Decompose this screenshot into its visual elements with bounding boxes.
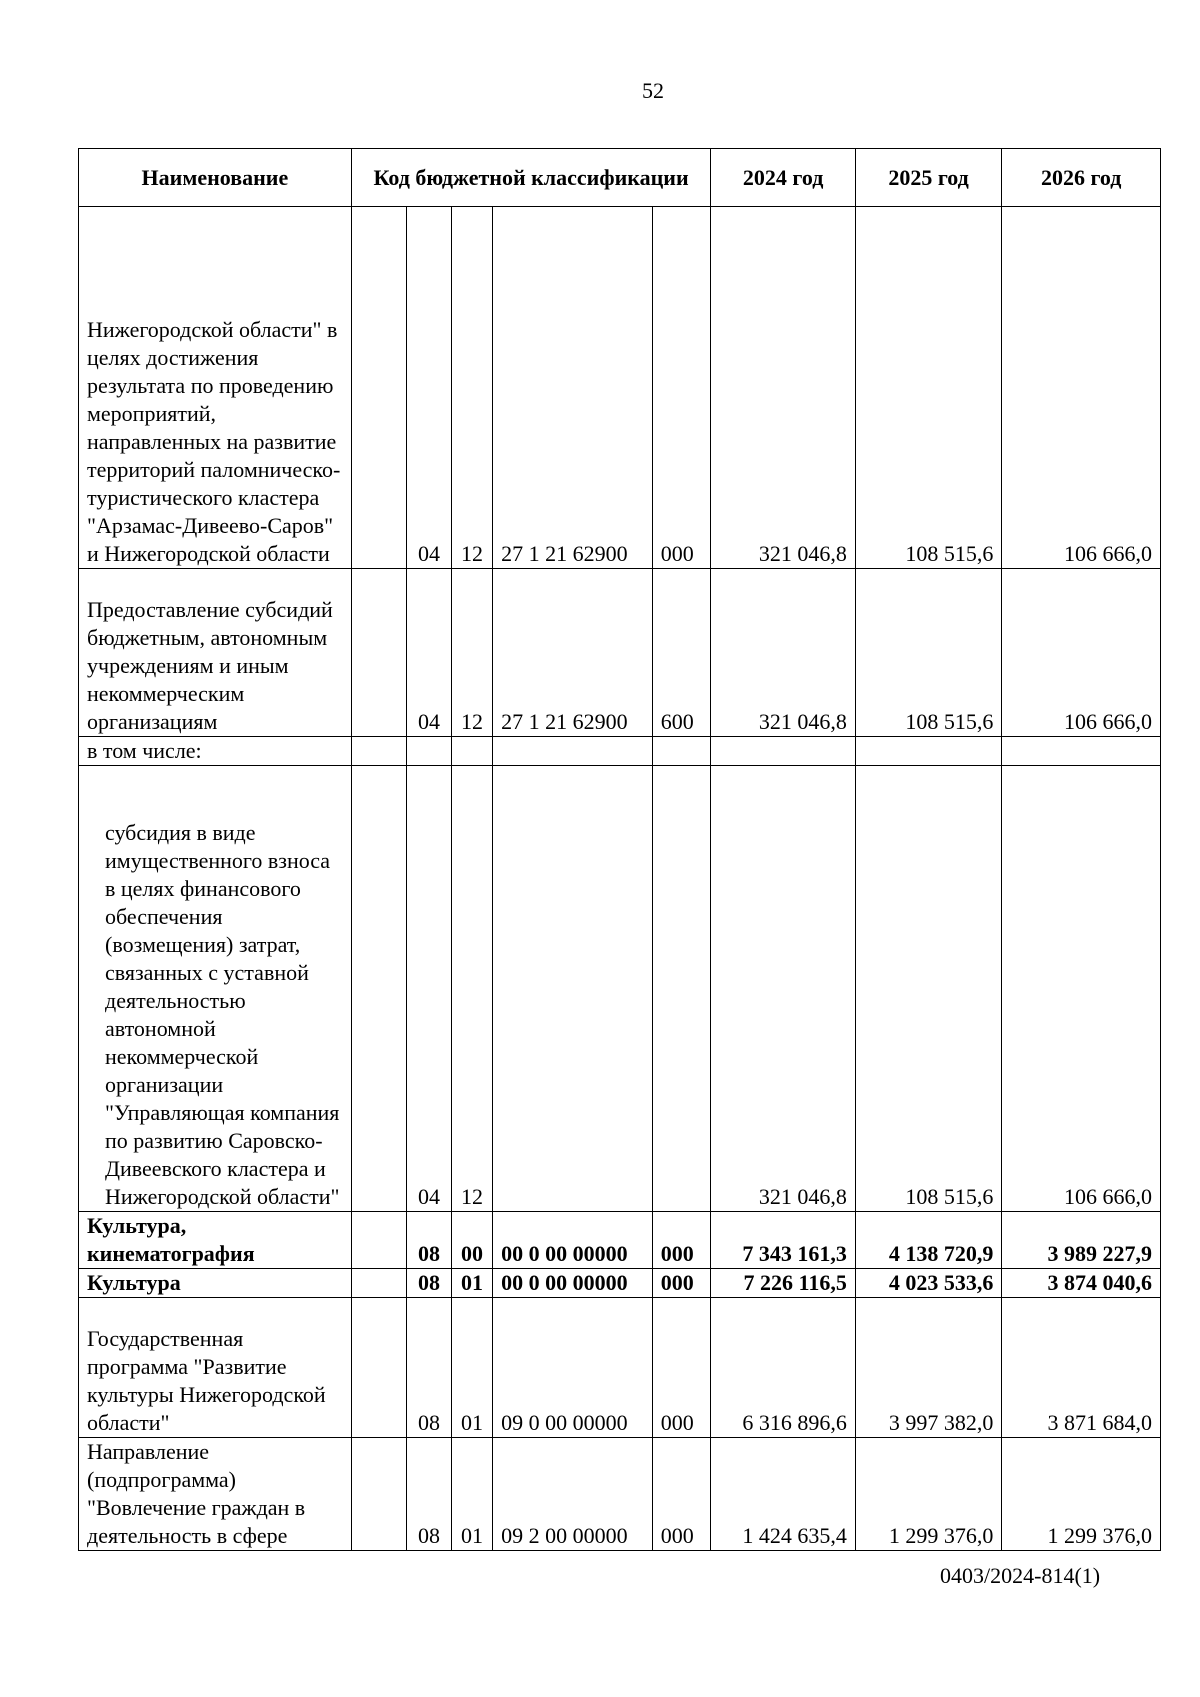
row-csr (493, 766, 653, 1212)
row-vr: 000 (652, 207, 711, 569)
row-name: Направление (подпрограмма) "Вовлечение граждан в деятельность в сфере (79, 1438, 352, 1551)
row-vr: 000 (652, 1212, 711, 1269)
row-pr: 01 (451, 1269, 492, 1298)
row-csr: 27 1 21 62900 (493, 207, 653, 569)
row-csr: 09 0 00 00000 (493, 1298, 653, 1438)
row-2026: 3 871 684,0 (1002, 1298, 1161, 1438)
row-2025: 4 138 720,9 (855, 1212, 1001, 1269)
row-2025: 4 023 533,6 (855, 1269, 1001, 1298)
budget-table (78, 148, 1161, 1551)
row-name: в том числе: (79, 737, 352, 766)
row-name: Культура, кинематография (79, 1212, 352, 1269)
row-rz: 08 (407, 1269, 451, 1298)
row-pr: 12 (451, 569, 492, 737)
row-2025: 3 997 382,0 (855, 1298, 1001, 1438)
row-2026: 3 989 227,9 (1002, 1212, 1161, 1269)
row-2026 (1002, 737, 1161, 766)
row-2026: 3 874 040,6 (1002, 1269, 1161, 1298)
row-csr: 09 2 00 00000 (493, 1438, 653, 1551)
row-2026: 106 666,0 (1002, 766, 1161, 1212)
row-blank (351, 1212, 407, 1269)
row-csr: 00 0 00 00000 (493, 1269, 653, 1298)
header-name: Наименование (79, 149, 352, 207)
table-row (79, 766, 1161, 1212)
row-name: Нижегородской области" в целях достижения результата по проведению мероприятий, направленных на развитие территорий паломническо-туристического кластера "Арзамас-Дивеево-Саров" и Нижегородской области (79, 207, 352, 569)
row-2024: 7 226 116,5 (711, 1269, 855, 1298)
table-header-row (79, 149, 1161, 207)
row-pr: 01 (451, 1298, 492, 1438)
document-code: 0403/2024-814(1) (940, 1563, 1101, 1588)
row-vr: 600 (652, 569, 711, 737)
row-rz: 08 (407, 1212, 451, 1269)
row-pr: 00 (451, 1212, 492, 1269)
row-2024: 7 343 161,3 (711, 1212, 855, 1269)
header-2025: 2025 год (855, 149, 1001, 207)
row-2026: 106 666,0 (1002, 569, 1161, 737)
row-blank (351, 207, 407, 569)
row-2026: 1 299 376,0 (1002, 1438, 1161, 1551)
row-csr: 00 0 00 00000 (493, 1212, 653, 1269)
row-vr: 000 (652, 1438, 711, 1551)
row-pr: 12 (451, 766, 492, 1212)
row-blank (351, 1298, 407, 1438)
table-row (79, 737, 1161, 766)
row-rz (407, 737, 451, 766)
row-2024 (711, 737, 855, 766)
table-row (79, 1269, 1161, 1298)
row-2024: 1 424 635,4 (711, 1438, 855, 1551)
table-row (79, 1212, 1161, 1269)
row-name: Предоставление субсидий бюджетным, автономным учреждениям и иным некоммерческим организациям (79, 569, 352, 737)
row-rz: 08 (407, 1298, 451, 1438)
row-csr (493, 737, 653, 766)
row-2024: 321 046,8 (711, 766, 855, 1212)
row-2026: 106 666,0 (1002, 207, 1161, 569)
row-blank (351, 766, 407, 1212)
row-2025: 1 299 376,0 (855, 1438, 1001, 1551)
row-2025: 108 515,6 (855, 766, 1001, 1212)
row-blank (351, 569, 407, 737)
row-vr: 000 (652, 1298, 711, 1438)
row-vr (652, 737, 711, 766)
row-blank (351, 737, 407, 766)
row-2024: 6 316 896,6 (711, 1298, 855, 1438)
row-vr (652, 766, 711, 1212)
row-2024: 321 046,8 (711, 207, 855, 569)
row-rz: 08 (407, 1438, 451, 1551)
row-csr: 27 1 21 62900 (493, 569, 653, 737)
row-pr: 12 (451, 207, 492, 569)
header-code: Код бюджетной классификации (351, 149, 711, 207)
row-2024: 321 046,8 (711, 569, 855, 737)
row-rz: 04 (407, 569, 451, 737)
row-vr: 000 (652, 1269, 711, 1298)
row-pr (451, 737, 492, 766)
table-row (79, 1298, 1161, 1438)
table-row (79, 569, 1161, 737)
row-2025: 108 515,6 (855, 207, 1001, 569)
row-name: Государственная программа "Развитие культуры Нижегородской области" (79, 1298, 352, 1438)
table-row (79, 1438, 1161, 1551)
row-2025: 108 515,6 (855, 569, 1001, 737)
row-2025 (855, 737, 1001, 766)
row-name: субсидия в виде имущественного взноса в целях финансового обеспечения (возмещения) затрат, связанных с уставной деятельностью автономной некоммерческой организации "Управляющая компания по развитию Саровско-Дивеевского кластера и Нижегородской области" (79, 766, 352, 1212)
row-rz: 04 (407, 207, 451, 569)
table-row (79, 207, 1161, 569)
row-blank (351, 1438, 407, 1551)
row-pr: 01 (451, 1438, 492, 1551)
header-2026: 2026 год (1002, 149, 1161, 207)
page-number: 52 (642, 78, 664, 103)
row-name: Культура (79, 1269, 352, 1298)
row-rz: 04 (407, 766, 451, 1212)
row-blank (351, 1269, 407, 1298)
header-2024: 2024 год (711, 149, 855, 207)
